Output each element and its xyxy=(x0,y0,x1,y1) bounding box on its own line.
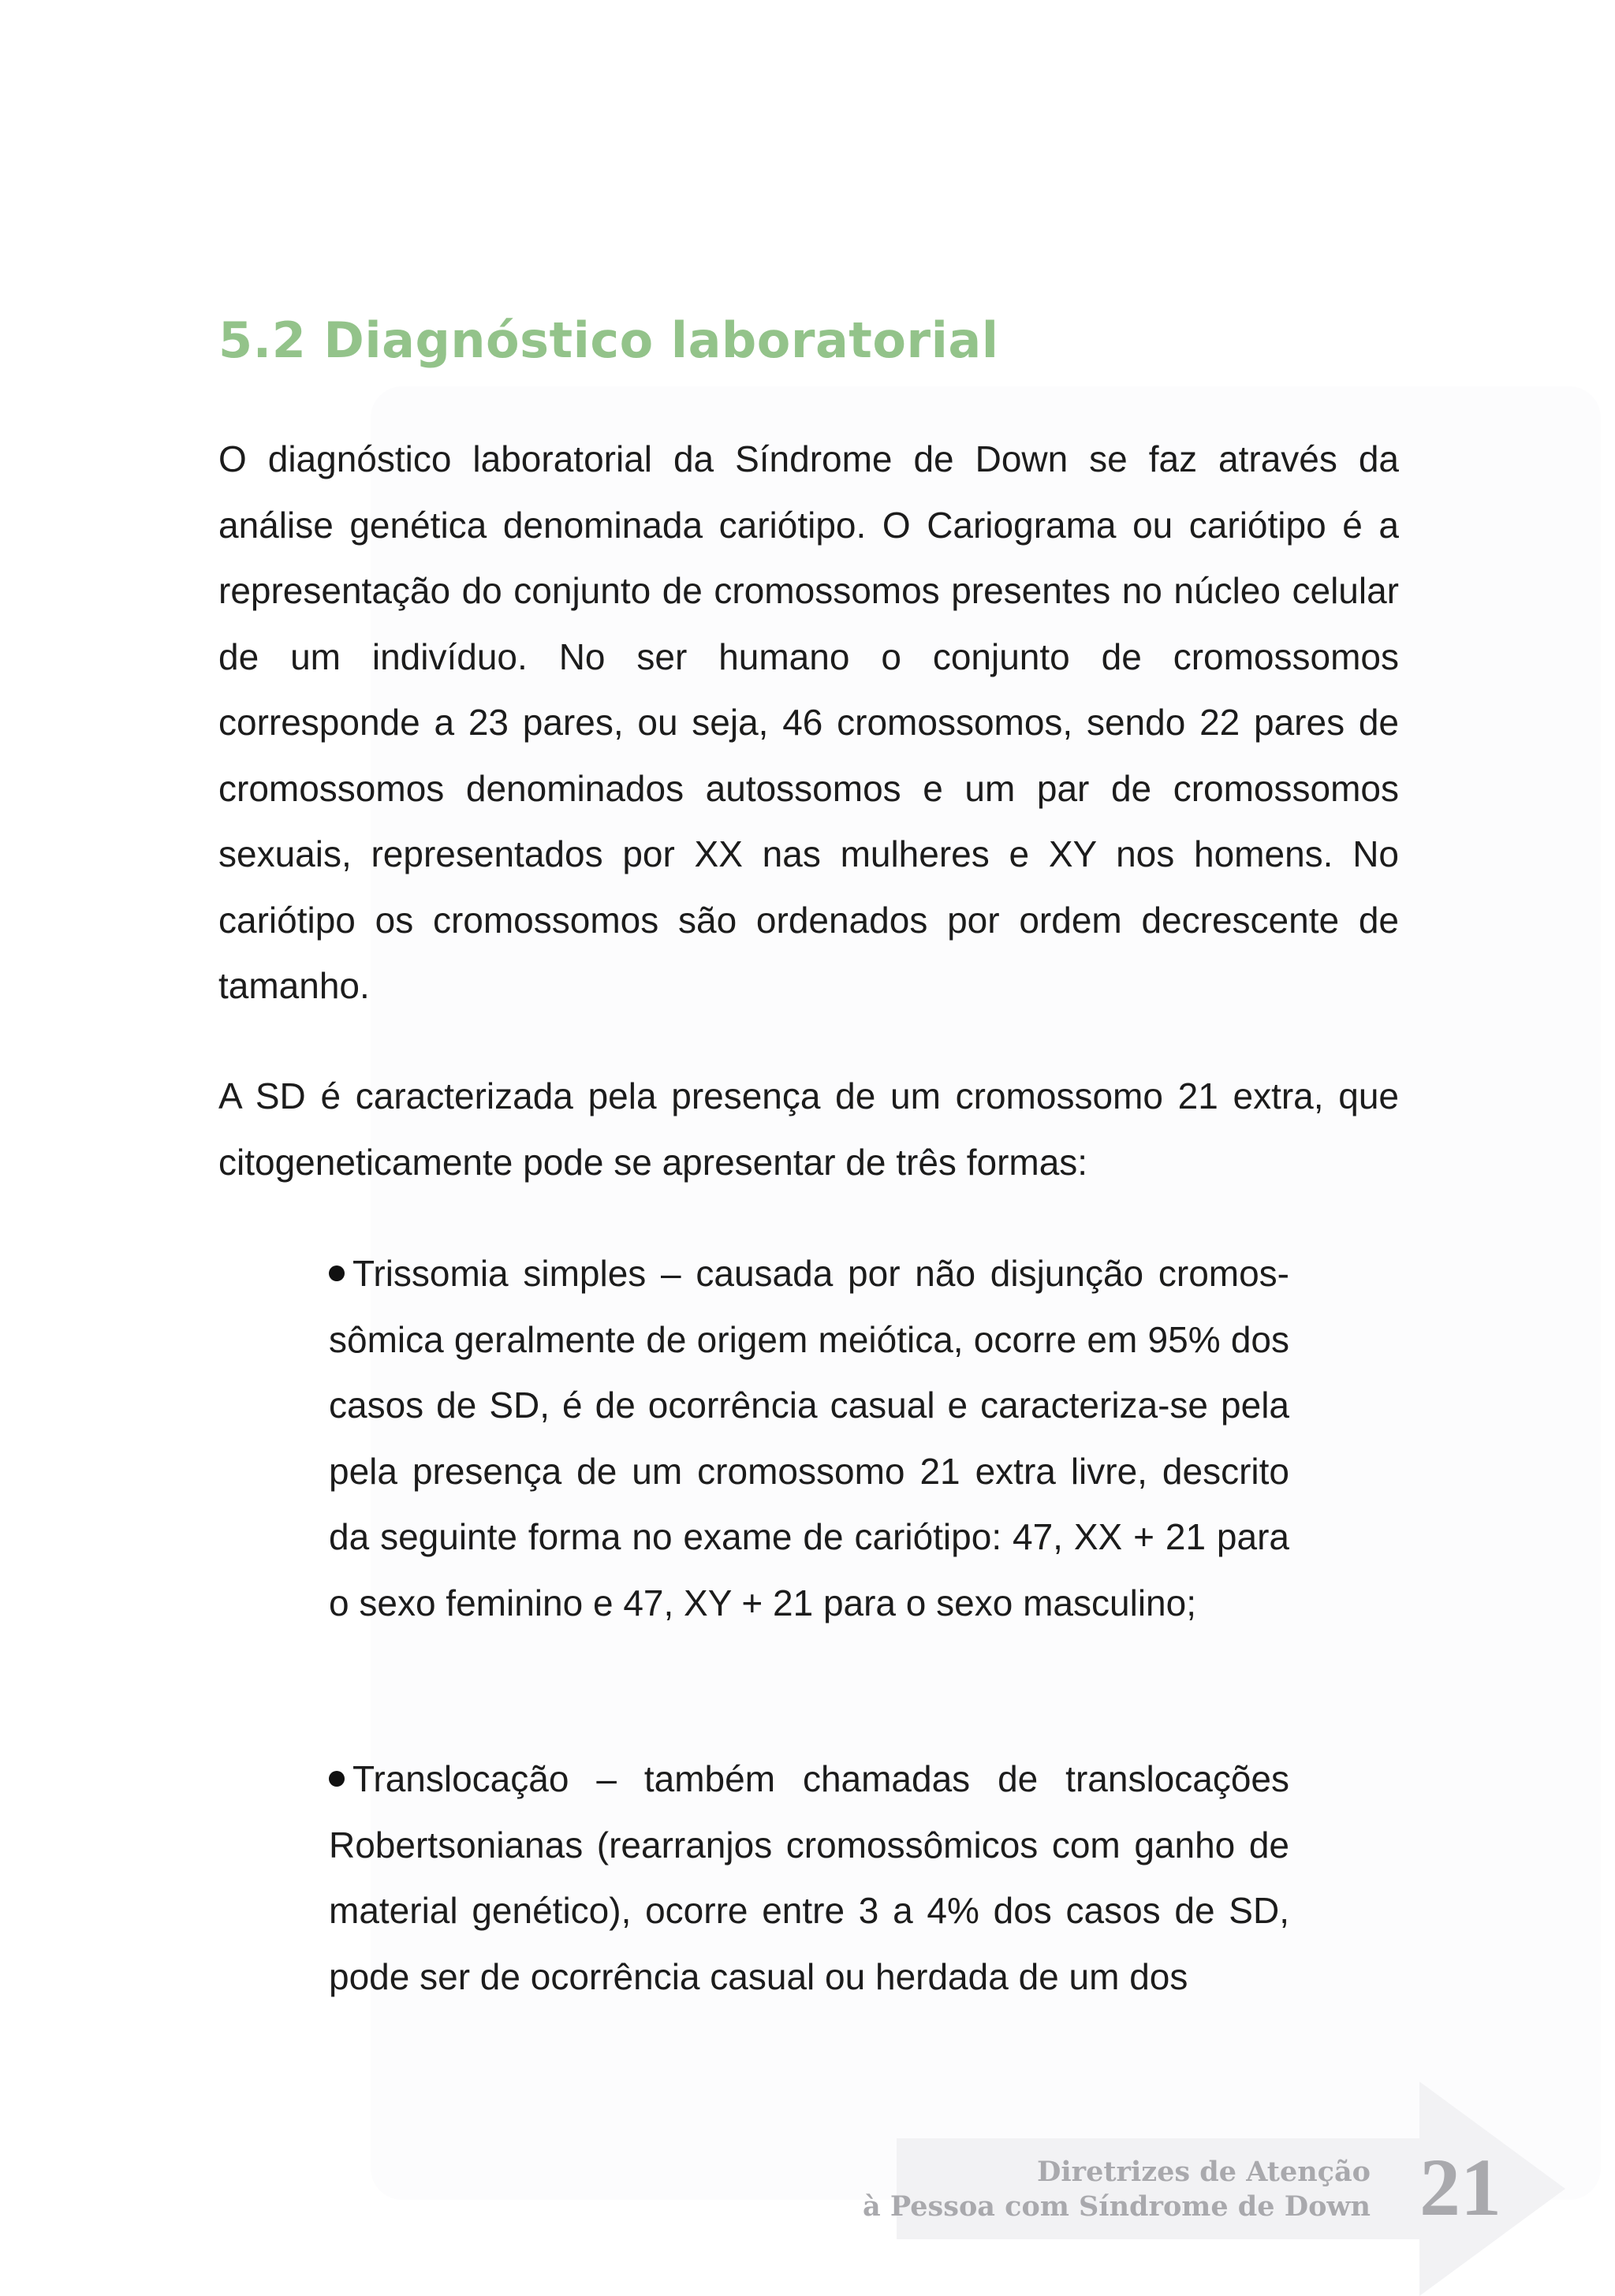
bullet-item-translocation xyxy=(329,1746,1289,2010)
footer-title-line1: Diretrizes de Atenção xyxy=(1037,2156,1371,2188)
bullet-dot-icon xyxy=(329,1265,345,1281)
bullet-dot-icon xyxy=(329,1771,345,1787)
footer-publication-title xyxy=(863,2155,1371,2224)
paragraph-karyotype: O diagnóstico laboratorial da Síndrome de Down se faz através da análise genética denominada cariótipo. O Cariograma ou cariótipo é a representação do conjunto de cromossomos presentes no núcleo celular de um indivíduo. No ser humano o conjunto de cromossomos corresponde a 23 pares, ou seja, 46 cromossomos, sendo 22 pares de cromossomos denominados autossomos e um par de cromossomos sexuais, representados por XX nas mulheres e XY nos homens. No cariótipo os cromossomos são ordenados por ordem decrescente de tamanho. xyxy=(218,438,1399,1006)
section-title: 5.2 Diagnóstico laboratorial xyxy=(218,311,999,369)
footer-title-line2: à Pessoa com Síndrome de Down xyxy=(863,2190,1371,2223)
bullet-text: Translocação – também chamadas de translocações Robertsonianas (rearranjos cromossômicos com ganho de material genético), ocorre entre 3 a 4% dos casos de SD, pode ser de ocorrência casual ou herdada de um dos xyxy=(329,1758,1289,1997)
bullet-text: Trissomia simples – causada por não disjunção cromos-sômica geralmente de origem meiótica, ocorre em 95% dos casos de SD, é de ocorrência casual e caracteriza-se pela pela presença de um cromossomo 21 extra livre, descrito da seguinte forma no exame de cariótipo: 47, XX + 21 para o sexo feminino e 47, XY + 21 para o sexo masculino; xyxy=(329,1253,1289,1623)
page-number: 21 xyxy=(1419,2142,1501,2233)
bullet-item-simple-trisomy xyxy=(329,1241,1289,1636)
paragraph-extra-chromosome: A SD é caracterizada pela presença de um cromossomo 21 extra, que citogeneticamente pode se apresentar de três formas: xyxy=(218,1075,1399,1183)
